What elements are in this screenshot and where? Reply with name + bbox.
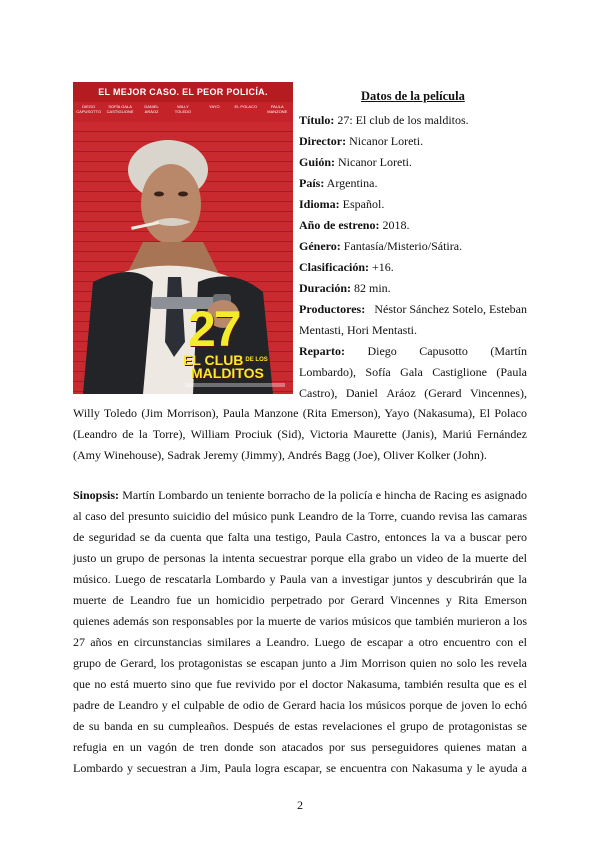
reparto-continued [73,403,527,466]
poster-cast-name: DIEGO CAPUSOTTO [76,104,102,114]
sinopsis-line: que no está muerto sino que fue revivido por el doctor Nakasuma, también resulta que es el [73,677,527,691]
movie-poster [73,82,293,394]
poster-cast-name: EL POLACO [234,104,258,109]
field-reparto [299,343,527,359]
poster-title-club: EL CLUB [183,352,244,368]
reparto-word: Vincennes), [470,386,527,400]
sinopsis-line: justo un grupo de personas la intenta secuestrar porque ella grabo un video de la muerte del [73,551,527,565]
field-label: Director: [299,134,347,148]
sinopsis-line: Lombardo y secuestran a Jim, Paula logra escapar, se encuentra con Nakasuma y le ayuda a [73,761,527,775]
datos-heading: Datos de la película [361,89,465,103]
field-label: Guión: [299,155,336,169]
field-label: Duración: [299,281,351,295]
sinopsis-line: al caso del presunto suicidio del músico punk Leandro de la Torre, cuando revisa las camaras [73,509,527,523]
reparto-line [299,343,527,359]
reparto-line [299,385,527,401]
poster-title-line2: MALDITOS [191,365,264,381]
field-productores-cont: Mentasti, Hori Mentasti. [299,323,417,337]
reparto-line [299,364,527,380]
sinopsis-line: de seguridad se da cuenta que falta una testigo, Paula Castro, entonces la va a buscar pero [73,530,527,544]
field-value: +16. [369,260,394,274]
field-value: Nicanor Loreti. [335,155,412,169]
poster-cast-name: DANIEL ARÁOZ [144,104,159,114]
field-productores [299,301,527,317]
page-number: 2 [297,798,303,812]
field-label: Productores: [299,302,366,316]
field-idioma [299,196,384,212]
sinopsis-line: padre de Leandro y el culpable de odio de Gerard hacia los músicos porque de joven lo echó [73,698,527,712]
field-value: Fantasía/Misterio/Sátira. [340,239,463,253]
field-ano-estreno [299,217,409,233]
reparto-word: Diego [367,344,397,358]
field-value: Nicanor Loreti. [346,134,424,148]
reparto-word: (Gerard [424,386,462,400]
reparto-word: Daniel [345,386,378,400]
reparto-word: Castiglione [432,365,487,379]
sinopsis-paragraph [73,485,527,779]
reparto-word: Castro), [299,386,338,400]
reparto-word: (Martín [490,344,527,358]
poster-cast-name: WILLY TOLEDO [174,104,192,114]
reparto-word: (Paula [496,365,527,379]
field-label: Idioma: [299,197,340,211]
reparto-line: (Amy Winehouse), Sadrak Jeremy (Jimmy), Andrés Bagg (Joe), Oliver Kolker (John). [73,448,487,462]
field-clasificacion [299,259,394,275]
field-pais [299,175,377,191]
field-label: Año de estreno: [299,218,380,232]
field-label: País: [299,176,325,190]
reparto-word: Capusotto [419,344,468,358]
reparto-word: Gala [400,365,423,379]
field-value: 27: El club de los malditos. [334,113,469,127]
sinopsis-line: grupo de Gerard, los protagonistas se escapan junto a Jim Morrison quien no solo les revela [73,656,527,670]
field-value: 2018. [379,218,410,232]
field-genero [299,238,462,254]
poster-figure-illustration [73,82,293,394]
field-value: Español. [339,197,385,211]
poster-cast-name: SOFÍA GALA CASTIGLIONE [106,104,134,114]
sinopsis-line: muerte de Leandro fue un homicidio perpetrado por Gerard Vincennes y Rita Emerson [73,593,527,607]
reparto-line: (Leandro de la Torre), William Prociuk (Sid), Victoria Maurette (Janis), Mariú Fernández [73,427,527,441]
poster-cast-name: PAULA MANZONE [267,104,288,114]
sinopsis-line: de su banda en su cumpleaños. Después de estas revelaciones el grupo de protagonistas se [73,719,527,733]
field-guion [299,154,412,170]
poster-tagline: EL MEJOR CASO. EL PEOR POLICÍA. [73,82,293,102]
field-value: Argentina. [324,176,378,190]
sinopsis-line: 27 años en circunstancias similares a Leandro. Luego de escapar a otro encuentro con el [73,635,527,649]
field-label: Género: [299,239,341,253]
field-director [299,133,423,149]
field-titulo [299,112,469,128]
field-label: Título: [299,113,335,127]
poster-cast-name: YAYO [209,104,220,109]
sinopsis-line [73,485,527,506]
field-duracion [299,280,391,296]
reparto-line: Willy Toledo (Jim Morrison), Paula Manzone (Rita Emerson), Yayo (Nakasuma), El Polaco [73,406,527,420]
sinopsis-line: músico. Luego de rescatarla Lombardo y Paula van a investigar juntos y descubrirán que la [73,572,527,586]
poster-title-small: DE LOS [245,357,268,363]
field-value: 82 min. [351,281,391,295]
poster-credits-strip [185,383,285,387]
field-label: Clasificación: [299,260,369,274]
poster-title-number: 27 [188,301,240,357]
sinopsis-line: quienes además son responsables por la muerte de varios músicos que también murieron a los [73,614,527,628]
reparto-word: Lombardo), [299,365,356,379]
sinopsis-line-text: Martín Lombardo un teniente borracho de la policía e hincha de Racing es asignado [119,488,527,502]
field-value: Néstor Sánchez Sotelo, Esteban [374,302,527,316]
sinopsis-label: Sinopsis: [73,488,120,502]
field-label: Reparto: [299,344,345,358]
reparto-word: Aráoz [386,386,416,400]
reparto-word: Sofía [365,365,391,379]
sinopsis-line: refugia en un vagón de tren donde son atacados por sus perseguidores quienes matan a [73,740,527,754]
